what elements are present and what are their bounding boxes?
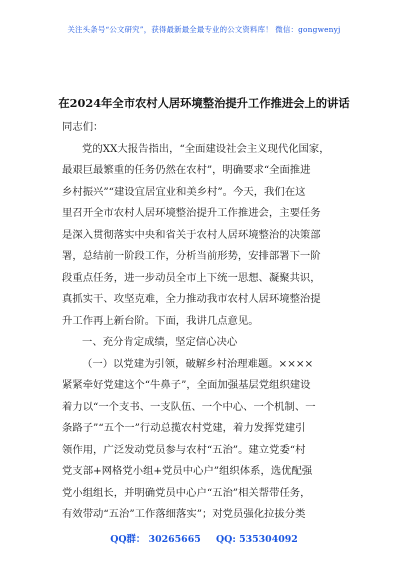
paragraph-line: 有效带动“五治”工作落细落实”；对党员强化拉拔分类 [62, 508, 306, 520]
paragraph-line: 党的XX大报告指出，“全面建设社会主义现代化国家， [82, 142, 330, 155]
paragraph-line: 领作用，广泛发动党员参与农村“五治”。建立党委“村 [62, 443, 306, 456]
footer-contact [0, 531, 408, 545]
header-banner: 关注头条号“公文研究”，获得最新最全最专业的公文资料库！ 微信：gongwenyj [67, 25, 341, 34]
qq-group-label: QQ群： 30265665 [110, 534, 201, 545]
paragraph-line: 党小组组长，并明确党员中心户“五治”相关帮带任务， [62, 486, 311, 499]
paragraph-line: 署，总结前一阶段工作，分析当前形势，安排部署下一阶 [62, 250, 321, 262]
section-heading: 一、充分肯定成绩，坚定信心决心 [82, 336, 238, 348]
document-body [62, 117, 345, 526]
paragraph-line: 条路子”“五个一”行动总揽农村党建，着力发挥党建引 [62, 422, 306, 434]
paragraph-line: 里召开全市农村人居环境整治提升工作推进会，主要任务 [62, 207, 321, 219]
paragraph-line: 乡村振兴”“建设宜居宜业和美乡村”。今天，我们在这 [62, 185, 306, 198]
paragraph-line: 党支部+网格党小组+党员中心户”组织体系，选优配强 [62, 465, 313, 477]
paragraph-line: 最艰巨最繁重的任务仍然在农村”，明确要求“全面推进 [62, 164, 311, 176]
salutation-line: 同志们： [62, 121, 104, 133]
paragraph-line: 升工作再上新台阶。下面，我讲几点意见。 [62, 314, 259, 327]
paragraph-line: 段重点任务，进一步动员全市上下统一思想、凝聚共识， [62, 271, 321, 284]
paragraph-line: 着力以“一个支书、一支队伍、一个中心、一个机制、一 [62, 400, 316, 413]
subsection-heading-line: （一）以党建为引领，破解乡村治理难题。×××× [82, 357, 314, 370]
paragraph-line: 真抓实干、攻坚克难，全力推动我市农村人居环境整治提 [62, 293, 321, 305]
paragraph-line: 是深入贯彻落实中央和省关于农村人居环境整治的决策部 [62, 228, 321, 241]
paragraph-line: 紧紧牵好党建这个“牛鼻子”，全面加强基层党组织建设 [62, 379, 311, 391]
document-title: 在2024年全市农村人居环境整治提升工作推进会上的讲话 [58, 96, 350, 110]
qq-number-label: QQ: 535304092 [216, 534, 298, 545]
